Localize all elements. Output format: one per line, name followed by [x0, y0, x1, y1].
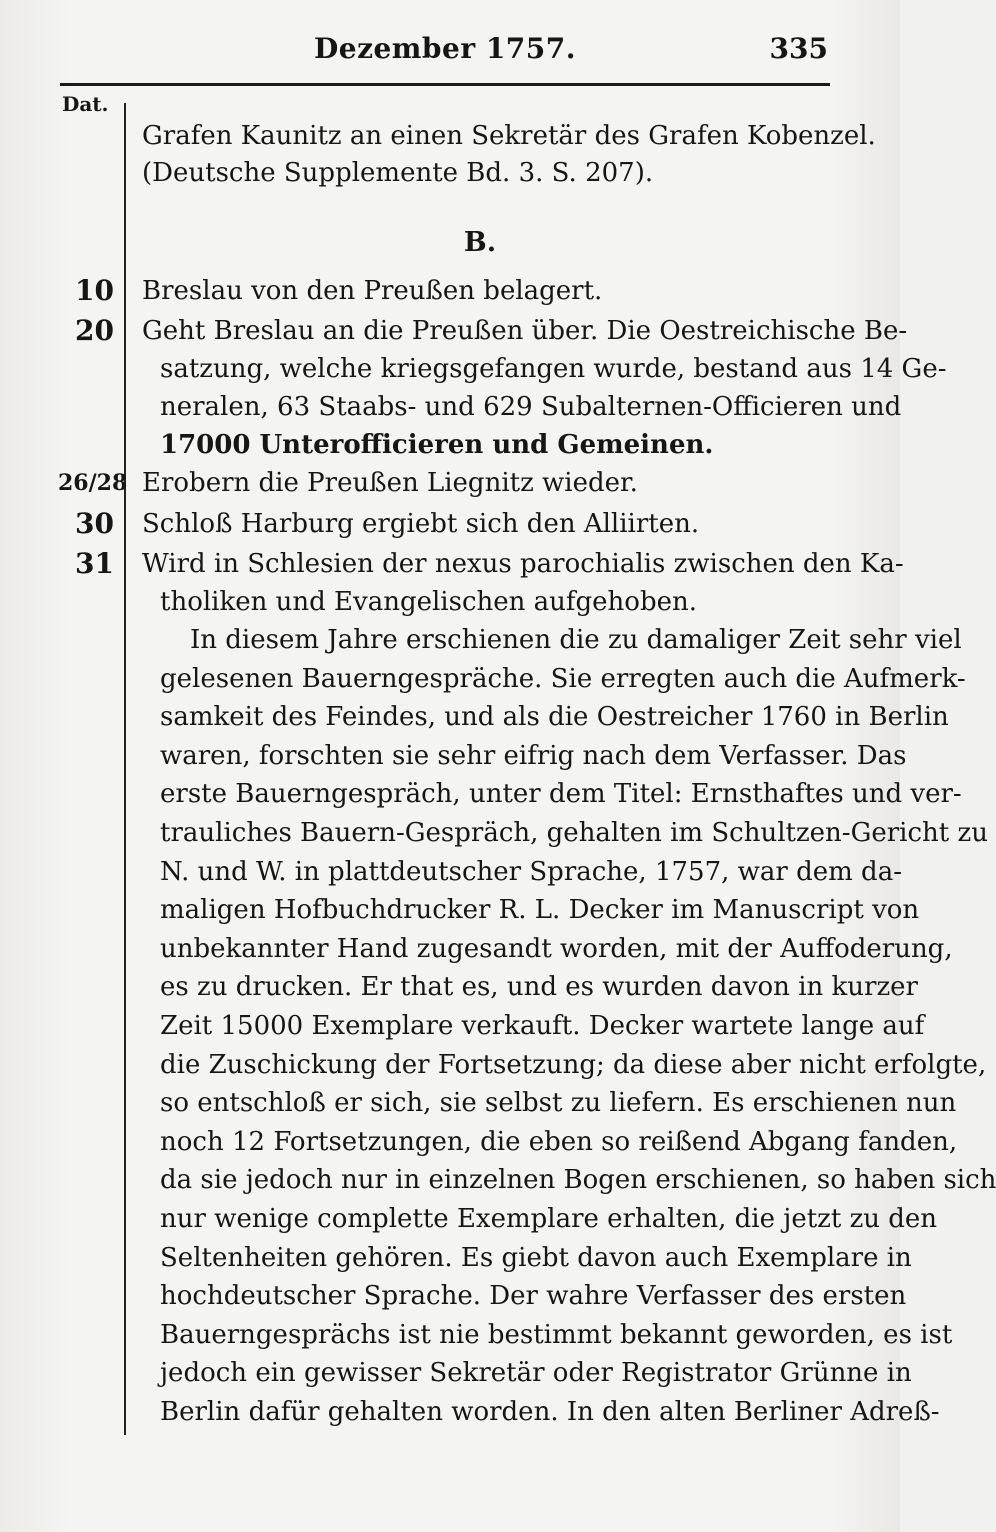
- entry-line: Schloß Harburg ergiebt sich den Alliirten.: [142, 509, 700, 539]
- page-header: [60, 32, 830, 72]
- entry-line: satzung, welche kriegsgefangen wurde, bestand aus 14 Ge-: [160, 354, 947, 384]
- paragraph-line: trauliches Bauern-Gespräch, gehalten im Schultzen-Gericht zu: [160, 818, 988, 848]
- section-heading: B.: [463, 227, 497, 258]
- entry-line: Erobern die Preußen Liegnitz wieder.: [142, 468, 638, 498]
- entry-line: Breslau von den Preußen belagert.: [142, 276, 603, 306]
- paragraph-line: hochdeutscher Sprache. Der wahre Verfasser des ersten: [160, 1281, 907, 1311]
- paragraph-line: Berlin dafür gehalten worden. In den alten Berliner Adreß-: [160, 1397, 940, 1427]
- entry-date: 10: [75, 274, 114, 307]
- date-column-rule: [124, 103, 126, 1435]
- entry-line: Wird in Schlesien der nexus parochialis zwischen den Ka-: [142, 549, 904, 579]
- header-rule: [60, 83, 830, 86]
- paragraph-line: N. und W. in plattdeutscher Sprache, 1757, war dem da-: [160, 857, 902, 887]
- paragraph-line: Bauerngesprächs ist nie bestimmt bekannt geworden, es ist: [160, 1320, 953, 1350]
- entry-line: 17000 Unterofficieren und Gemeinen.: [160, 430, 714, 460]
- paragraph-line: jedoch ein gewisser Sekretär oder Registrator Grünne in: [160, 1358, 912, 1388]
- paragraph-line: samkeit des Feindes, und als die Oestreicher 1760 in Berlin: [160, 702, 949, 732]
- running-title: Dezember 1757.: [313, 32, 576, 65]
- paragraph-line: noch 12 Fortsetzungen, die eben so reißend Abgang fanden,: [160, 1127, 958, 1157]
- entry-date: 20: [75, 314, 114, 347]
- paragraph-line: gelesenen Bauerngespräche. Sie erregten auch die Aufmerk-: [160, 664, 966, 694]
- paragraph-line: erste Bauerngespräch, unter dem Titel: Ernsthaftes und ver-: [160, 779, 962, 809]
- paragraph-line: Zeit 15000 Exemplare verkauft. Decker wartete lange auf: [160, 1011, 925, 1041]
- entry-date: 26/28: [58, 470, 128, 496]
- paragraph-line: waren, forschten sie sehr eifrig nach dem Verfasser. Das: [160, 741, 907, 771]
- paragraph-line: so entschloß er sich, sie selbst zu liefern. Es erschienen nun: [160, 1088, 957, 1118]
- paragraph-line: maligen Hofbuchdrucker R. L. Decker im Manuscript von: [160, 895, 920, 925]
- entry-line: Grafen Kaunitz an einen Sekretär des Grafen Kobenzel.: [142, 121, 876, 151]
- date-column-header: Dat.: [62, 92, 109, 116]
- entry-line: Geht Breslau an die Preußen über. Die Oestreichische Be-: [142, 316, 908, 346]
- entry-date: 31: [75, 547, 114, 580]
- page-number: 335: [769, 32, 828, 65]
- entry-line: neralen, 63 Staabs- und 629 Subalternen-Officieren und: [160, 392, 902, 422]
- paragraph-line: In diesem Jahre erschienen die zu damaliger Zeit sehr viel: [190, 625, 962, 655]
- paragraph-line: Seltenheiten gehören. Es giebt davon auch Exemplare in: [160, 1243, 912, 1273]
- entry-date: 30: [75, 507, 114, 540]
- entry-line: tholiken und Evangelischen aufgehoben.: [160, 587, 697, 617]
- paragraph-line: es zu drucken. Er that es, und es wurden davon in kurzer: [160, 972, 918, 1002]
- paragraph-line: nur wenige complette Exemplare erhalten, die jetzt zu den: [160, 1204, 938, 1234]
- paragraph-line: unbekannter Hand zugesandt worden, mit der Auffoderung,: [160, 934, 953, 964]
- paragraph-line: die Zuschickung der Fortsetzung; da diese aber nicht erfolgte,: [160, 1050, 987, 1080]
- paragraph-line: da sie jedoch nur in einzelnen Bogen erschienen, so haben sich: [160, 1165, 996, 1195]
- entry-line: (Deutsche Supplemente Bd. 3. S. 207).: [142, 158, 654, 188]
